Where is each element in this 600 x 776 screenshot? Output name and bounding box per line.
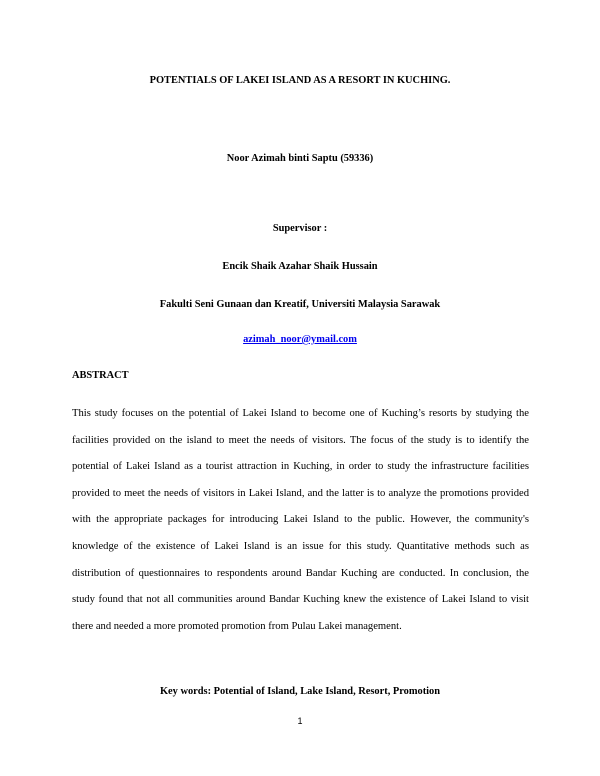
keywords: Key words: Potential of Island, Lake Island, Resort, Promotion bbox=[159, 686, 441, 697]
author-name: Noor Azimah binti Saptu (59336) bbox=[226, 153, 374, 164]
paper-title: POTENTIALS OF LAKEI ISLAND AS A RESORT IN KUCHING. bbox=[149, 75, 451, 86]
abstract-heading: ABSTRACT bbox=[72, 370, 129, 381]
email-link[interactable]: azimah_noor@ymail.com bbox=[243, 334, 357, 345]
affiliation: Fakulti Seni Gunaan dan Kreatif, Universiti Malaysia Sarawak bbox=[159, 299, 441, 310]
supervisor-label: Supervisor : bbox=[272, 223, 328, 234]
abstract-body: This study focuses on the potential of Lakei Island to become one of Kuching’s resorts by studying the facilities provided on the island to meet the needs of visitors. The focus of the study is to identify the potential of Lakei Island as a tourist attraction in Kuching, in order to study the infrastructure facilities provided to meet the needs of visitors in Lakei Island, and the latter is to analyze the promotions provided with the appropriate packages for introducing Lakei Island to the public. However, the community's knowledge of the existence of Lakei Island is an issue for this study. Quantitative methods such as distribution of questionnaires to respondents around Bandar Kuching are conducted. In conclusion, the study found that not all communities around Bandar Kuching knew the existence of Lakei Island to visit there and needed a more promoted promotion from Pulau Lakei management. bbox=[72, 408, 529, 632]
supervisor-name: Encik Shaik Azahar Shaik Hussain bbox=[222, 261, 378, 272]
page-number: 1 bbox=[297, 716, 303, 726]
